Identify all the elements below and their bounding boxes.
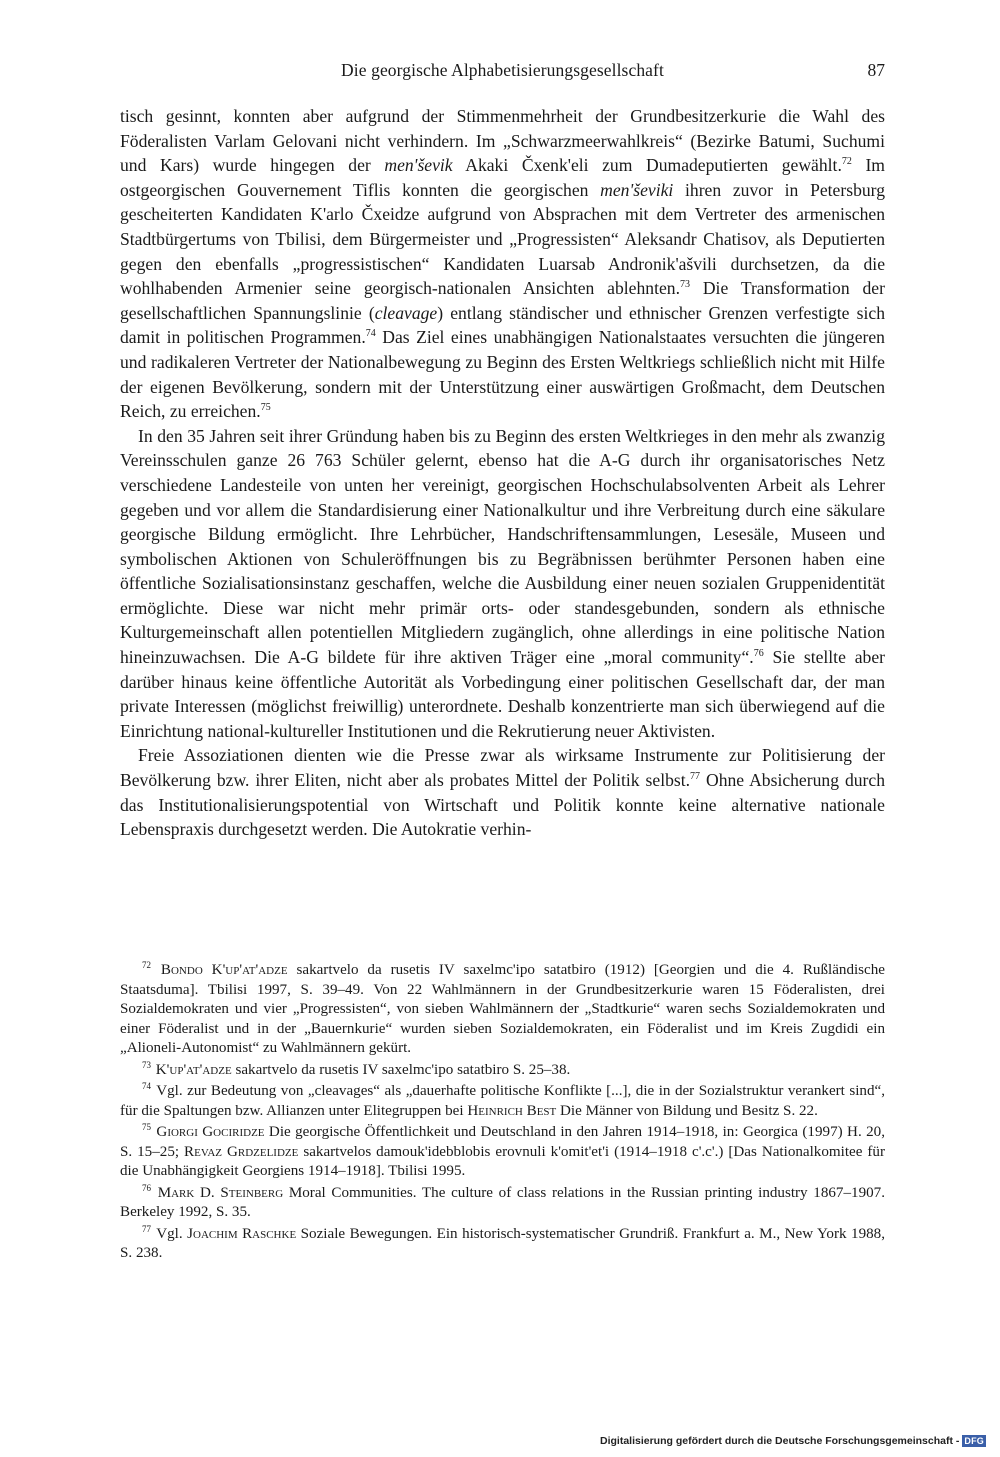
footnote-ref-74[interactable]: 74	[365, 328, 376, 340]
footnote-ref-73[interactable]: 73	[679, 279, 690, 291]
paragraph-3: Freie Assoziationen dienten wie die Presse zwar als wirksame Instrumente zur Politisierung der Bevölkerung bzw. ihrer Eliten, nicht aber als probates Mittel der Politik selbst.$^{77}$ Ohne Absicherung durch das Institutionalisierungspotential von Wirtschaft und Politik konnte keine alternative nationale Lebenspraxis durchgesetzt werden. Die Autokratie verhin-	[120, 745, 886, 840]
footnote-ref-75[interactable]: 75	[260, 402, 271, 414]
footnote-75: $^{75}$ Giorgi Gociridze Die georgische Öffentlichkeit und Deutschland in den Jahren 1914–1918, in: Georgica (1997) H. 20, S. 15–25; Revaz Grdzelidze sakartvelos damouk'idebblobis erovnuli k'omit'et'i (1914–1918 c'.c'.) [Das Nationalkomitee für die Unabhängigkeit Georgiens 1914–1918]. Tbilisi 1995.	[120, 1122, 886, 1179]
paragraph-2: In den 35 Jahren seit ihrer Gründung haben bis zu Beginn des ersten Weltkrieges in den mehr als zwanzig Vereinsschulen ganze 26 763 Schüler gelernt, ebenso hat die A-G durch ihr organisatorisches Netz verschiedene Landesteile von unten her vereinigt, georgischen Hochschulabsolventen Arbeit als Lehrer gegeben und vor allem die Standardisierung einer Nationalkultur und ihre Verbreitung durch eine säkulare georgische Bildung ermöglicht. Ihre Lehrbücher, Handschriftensammlungen, Lesesäle, Museen und symbolischen Aktionen von Schuleröffnungen bis zu Begräbnissen berühmter Personen haben eine öffentliche Sozialisationsinstanz geschaffen, welche die Ausbildung einer neuen sozialen Gruppenidentität ermöglichte. Diese war nicht mehr primär orts- oder standesgebunden, sondern als ethnische Kulturgemeinschaft allen potentiellen Mitgliedern zugänglich, ohne allerdings in eine politische Nation hineinzuwachsen. Die A-G bildete für ihre aktiven Träger eine „moral community“.$^{76}$ Sie stellte aber darüber hinaus keine öffentliche Autorität als Vorbedingung einer politischen Gesellschaft dar, der man private Interessen (möglichst freiwillig) unterordnete. Deshalb konzentrierte man sich überwiegend auf die Einrichtung national-kultureller Institutionen und die Rekrutierung neuer Aktivisten.	[120, 425, 885, 741]
paragraph-1: tisch gesinnt, konnten aber aufgrund der Stimmenmehrheit der Grundbesitzerkurie die Wahl des Föderalisten Varlam Gelovani nicht verhindern. Im „Schwarzmeerwahlkreis“ (Bezirke Batumi, Suchumi und Kars) wurde hingegen der men'ševik Akaki Čxenk'eli zum Dumadeputierten gewählt.$^{72}$ Im ostgeorgischen Gouvernement Tiflis konnten die georgischen men'ševiki ihren zuvor in Petersburg gescheiterten Kandidaten K'arlo Čxeidze aufgrund von Absprachen mit dem Vertreter des armenischen Stadtbürgertums von Tbilisi, dem Bürgermeister und „Progressisten“ Aleksandr Chatisov, als Deputierten gegen den ebenfalls „progressistischen“ Kandidaten Luarsab Andronik'ašvili durchsetzen, da die wohlhabenden Armenier seine georgisch-nationalen Ansichten ablehnten.$^{73}$ Die Transformation der gesellschaftlichen Spannungslinie (cleavage) entlang ständischer und ethnischer Grenzen verfestigte sich damit in politischen Programmen.$^{74}$ Das Ziel eines unabhängigen Nationalstaates versuchten die jüngeren und radikaleren Vertreter der Nationalbewegung zu Beginn des Ersten Weltkriegs schließlich nicht mit Hilfe der eigenen Bevölkerung, sondern mit der Unterstützung einer auswärtigen Großmacht, dem Deutschen Reich, zu erreichen.$^{75}$	[120, 106, 885, 422]
page-header	[120, 60, 885, 84]
digitization-credit	[600, 1435, 986, 1447]
footnotes	[120, 961, 885, 1266]
dfg-logo: DFG	[964, 1436, 984, 1446]
footnote-ref-72[interactable]: 72	[841, 156, 852, 168]
footnote-ref-77[interactable]: 77	[690, 771, 701, 783]
body-text	[120, 104, 885, 842]
footnote-76: $^{76}$ Mark D. Steinberg Moral Communities. The culture of class relations in the Russian printing industry 1867–1907. Berkeley 1992, S. 35.	[120, 1182, 885, 1220]
footnote-74: $^{74}$ Vgl. zur Bedeutung von „cleavages“ als „dauerhafte politische Konflikte [...], die in der Sozialstruktur verankert sind“, für die Spaltungen bzw. Allianzen unter Elitegruppen bei Heinrich Best Die Männer von Bildung und Besitz S. 22.	[120, 1081, 885, 1119]
footnote-72: $^{72}$ Bondo K'up'at'adze sakartvelo da rusetis IV saxelmc'ipo satatbiro (1912) [Georgien und die 4. Rußländische Staatsduma]. Tbilisi 1997, S. 39–49. Von 22 Wahlmännern in der Grundbesitzerkurie waren 15 Föderalisten, drei Sozialdemokraten und vier „Progressisten“, von sieben Wahlmännern der „Stadtkurie“ waren sechs Sozialdemokraten und einer Föderalist und in der „Bauernkurie“ wurden sieben Sozialdemokraten, ein Föderalist und im Kreis Zugdidi ein „Alioneli-Autonomist“ zu Wahlmännern gekürt.	[120, 960, 886, 1056]
credit-text: Digitalisierung gefördert durch die Deutsche Forschungsgemeinschaft -	[600, 1435, 960, 1447]
footnote-73: $^{73}$ K'up'at'adze sakartvelo da rusetis IV saxelmc'ipo satatbiro S. 25–38.	[142, 1059, 571, 1078]
footnote-77: $^{77}$ Vgl. Joachim Raschke Soziale Bewegungen. Ein historisch-systematischer Grundriß. Frankfurt a. M., New York 1988, S. 238.	[120, 1223, 885, 1261]
footnote-ref-76[interactable]: 76	[753, 648, 764, 660]
running-head: Die georgische Alphabetisierungsgesellschaft	[341, 60, 664, 80]
page-number: 87	[867, 60, 885, 80]
